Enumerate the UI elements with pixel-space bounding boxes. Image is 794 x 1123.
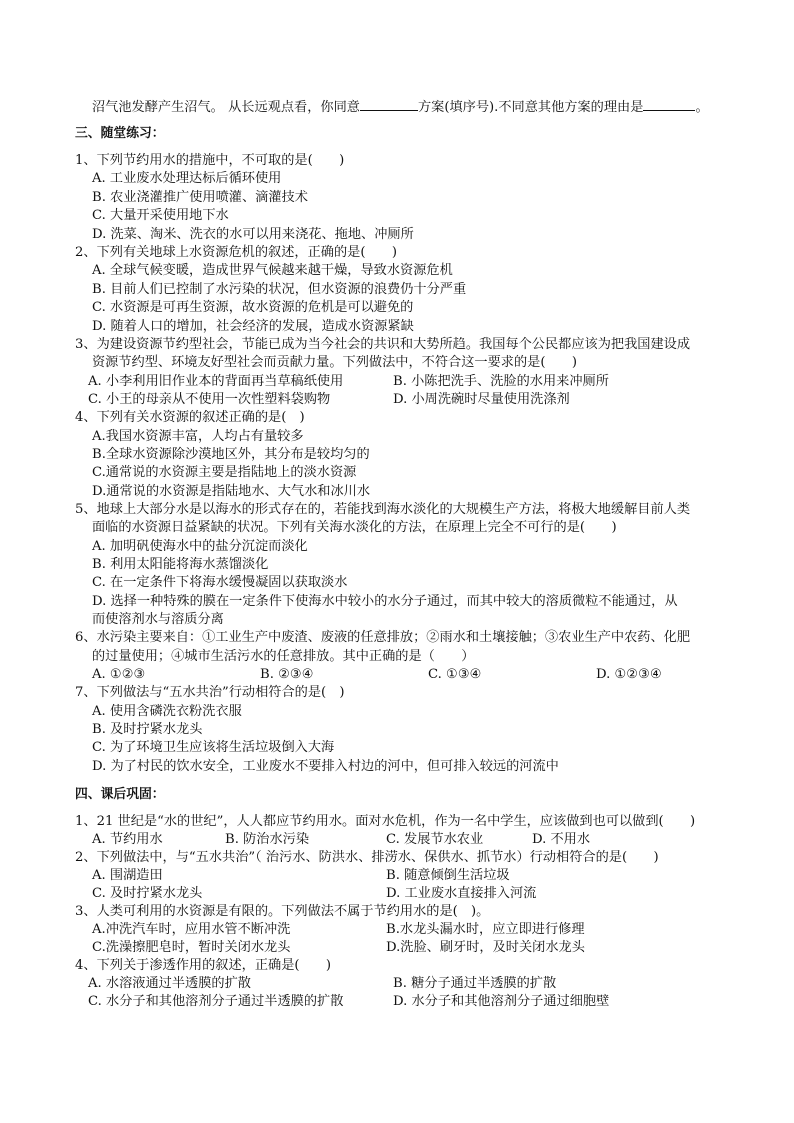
option-line: C.通常说的水资源主要是指陆地上的淡水资源 (92, 465, 357, 480)
section-heading-practice: 三、随堂练习： (75, 126, 165, 141)
question-stem: 1、下列节约用水的措施中，不可取的是( ) (75, 153, 345, 168)
question-stem: 2、下列有关地球上水资源危机的叙述，正确的是( ) (75, 245, 397, 260)
question-stem: 6、水污染主要来自：①工业生产中废渣、废液的任意排放；②雨水和土壤接触；③农业生产中农药、化肥 (75, 630, 691, 645)
option-line: A. 工业废水处理达标后循环使用 (92, 171, 282, 186)
option-line: B. ②③④ (260, 667, 314, 682)
option-line: D. 小周洗碗时尽量使用洗涤剂 (393, 392, 570, 407)
intro-line (92, 96, 709, 117)
option-line: C. 为了环境卫生应该将生活垃圾倒入大海 (92, 740, 335, 755)
option-line: A. 围湖造田 (92, 868, 163, 883)
question-stem: 2、下列做法中，与“五水共治”（ 治污水、防洪水、排涝水、保供水、抓节水）行动相符合的是( ) (75, 850, 659, 865)
option-line: D. 水分子和其他溶剂分子通过细胞壁 (393, 994, 610, 1009)
question-stem-cont: 资源节约型、环境友好型社会而贡献力量。下列做法中，不符合这一要求的是( ) (92, 355, 578, 370)
option-line: D.通常说的水资源是指陆地水、大气水和冰川水 (92, 484, 371, 499)
intro-text-1: 沼气池发酵产生沼气。 从长远观点看，你同意 (92, 100, 360, 115)
question-stem-cont: 面临的水资源日益紧缺的状况。下列有关海水淡化的方法，在原理上完全不可行的是( ) (92, 520, 617, 535)
option-line: B. 目前人们已控制了水污染的状况，但水资源的浪费仍十分严重 (92, 282, 467, 297)
option-line: C. 小王的母亲从不使用一次性塑料袋购物 (88, 392, 331, 407)
option-line: B. 糖分子通过半透膜的扩散 (393, 976, 557, 991)
option-line: D. 随着人口的增加，社会经济的发展，造成水资源紧缺 (92, 319, 414, 334)
option-line: C. 及时拧紧水龙头 (92, 886, 203, 901)
option-line: D. 不用水 (532, 832, 591, 847)
question-stem: 4、下列有关水资源的叙述正确的是( ) (75, 410, 305, 425)
option-line: B. 随意倾倒生活垃圾 (386, 868, 510, 883)
intro-text-2: 方案(填序号).不同意其他方案的理由是 (417, 100, 644, 115)
option-line: D.洗脸、刷牙时，及时关闭水龙头 (386, 940, 585, 955)
option-line: D. ①②③④ (596, 667, 662, 682)
option-line-cont: 而使溶剂水与溶质分离 (92, 612, 224, 627)
option-line: B. 利用太阳能将海水蒸馏淡化 (92, 557, 269, 572)
option-line: D. 洗菜、淘米、洗衣的水可以用来浇花、拖地、冲厕所 (92, 227, 414, 242)
option-line: C. 在一定条件下将海水缓慢凝固以获取淡水 (92, 575, 348, 590)
question-stem: 4、下列关于渗透作用的叙述，正确是( ) (75, 958, 332, 973)
option-line: A.冲洗汽车时，应用水管不断冲洗 (92, 922, 291, 937)
option-line: B. 农业浇灌推广使用喷灌、滴灌技术 (92, 190, 308, 205)
question-stem: 3、人类可利用的水资源是有限的。下列做法不属于节约用水的是( )。 (75, 904, 490, 919)
option-line: A. 节约用水 (92, 832, 163, 847)
option-line: B. 防治水污染 (225, 832, 310, 847)
option-line: A. 使用含磷洗衣粉洗衣服 (92, 704, 242, 719)
option-line: A. 加明矾使海水中的盐分沉淀而淡化 (92, 539, 308, 554)
option-line: C. 水资源是可再生资源，故水资源的危机是可以避免的 (92, 300, 414, 315)
option-line: A. 全球气候变暖，造成世界气候越来越干燥，导致水资源危机 (92, 263, 453, 278)
option-line: A. 小李利用旧作业本的背面再当草稿纸使用 (88, 374, 344, 389)
option-line: B.水龙头漏水时，应立即进行修理 (386, 922, 585, 937)
question-stem: 3、为建设资源节约型社会，节能已成为当今社会的共识和大势所趋。我国每个公民都应该为把我国建设成 (75, 337, 691, 352)
section-heading-review: 四、课后巩固： (75, 787, 165, 802)
question-stem: 5、地球上大部分水是以海水的形式存在的，若能找到海水淡化的大规模生产方法，将极大地缓解目前人类 (75, 502, 691, 517)
option-line: C. 水分子和其他溶剂分子通过半透膜的扩散 (88, 994, 344, 1009)
question-stem: 1、21 世纪是“水的世纪”，人人都应节约用水。面对水危机，作为一名中学生，应该做到也可以做到( ) (75, 814, 696, 829)
option-line: A. 水溶液通过半透膜的扩散 (88, 976, 251, 991)
question-stem-cont: 的过量使用；④城市生活污水的任意排放。其中正确的是（ ） (92, 649, 475, 664)
option-line: C. 大量开采使用地下水 (92, 208, 229, 223)
answer-blank-scheme[interactable] (360, 96, 418, 111)
option-line: D. 为了村民的饮水安全，工业废水不要排入村边的河中，但可排入较远的河流中 (92, 759, 559, 774)
option-line: C.洗澡擦肥皂时，暂时关闭水龙头 (92, 940, 291, 955)
option-line: B. 及时拧紧水龙头 (92, 722, 203, 737)
option-line: D. 工业废水直接排入河流 (386, 886, 537, 901)
option-line: B. 小陈把洗手、洗脸的水用来冲厕所 (393, 374, 609, 389)
option-line: A.我国水资源丰富，人均占有量较多 (92, 429, 304, 444)
option-line: D. 选择一种特殊的膜在一定条件下使海水中较小的水分子通过，而其中较大的溶质微粒不能通过，从 (92, 594, 678, 609)
option-line: B.全球水资源除沙漠地区外，其分布是较均匀的 (92, 447, 370, 462)
option-line: A. ①②③ (92, 667, 146, 682)
option-line: C. 发展节水农业 (386, 832, 484, 847)
question-stem: 7、下列做法与“五水共治”行动相符合的是( ) (75, 685, 345, 700)
option-line: C. ①③④ (428, 667, 482, 682)
answer-blank-reason[interactable] (643, 96, 695, 111)
intro-text-3: 。 (695, 100, 709, 115)
